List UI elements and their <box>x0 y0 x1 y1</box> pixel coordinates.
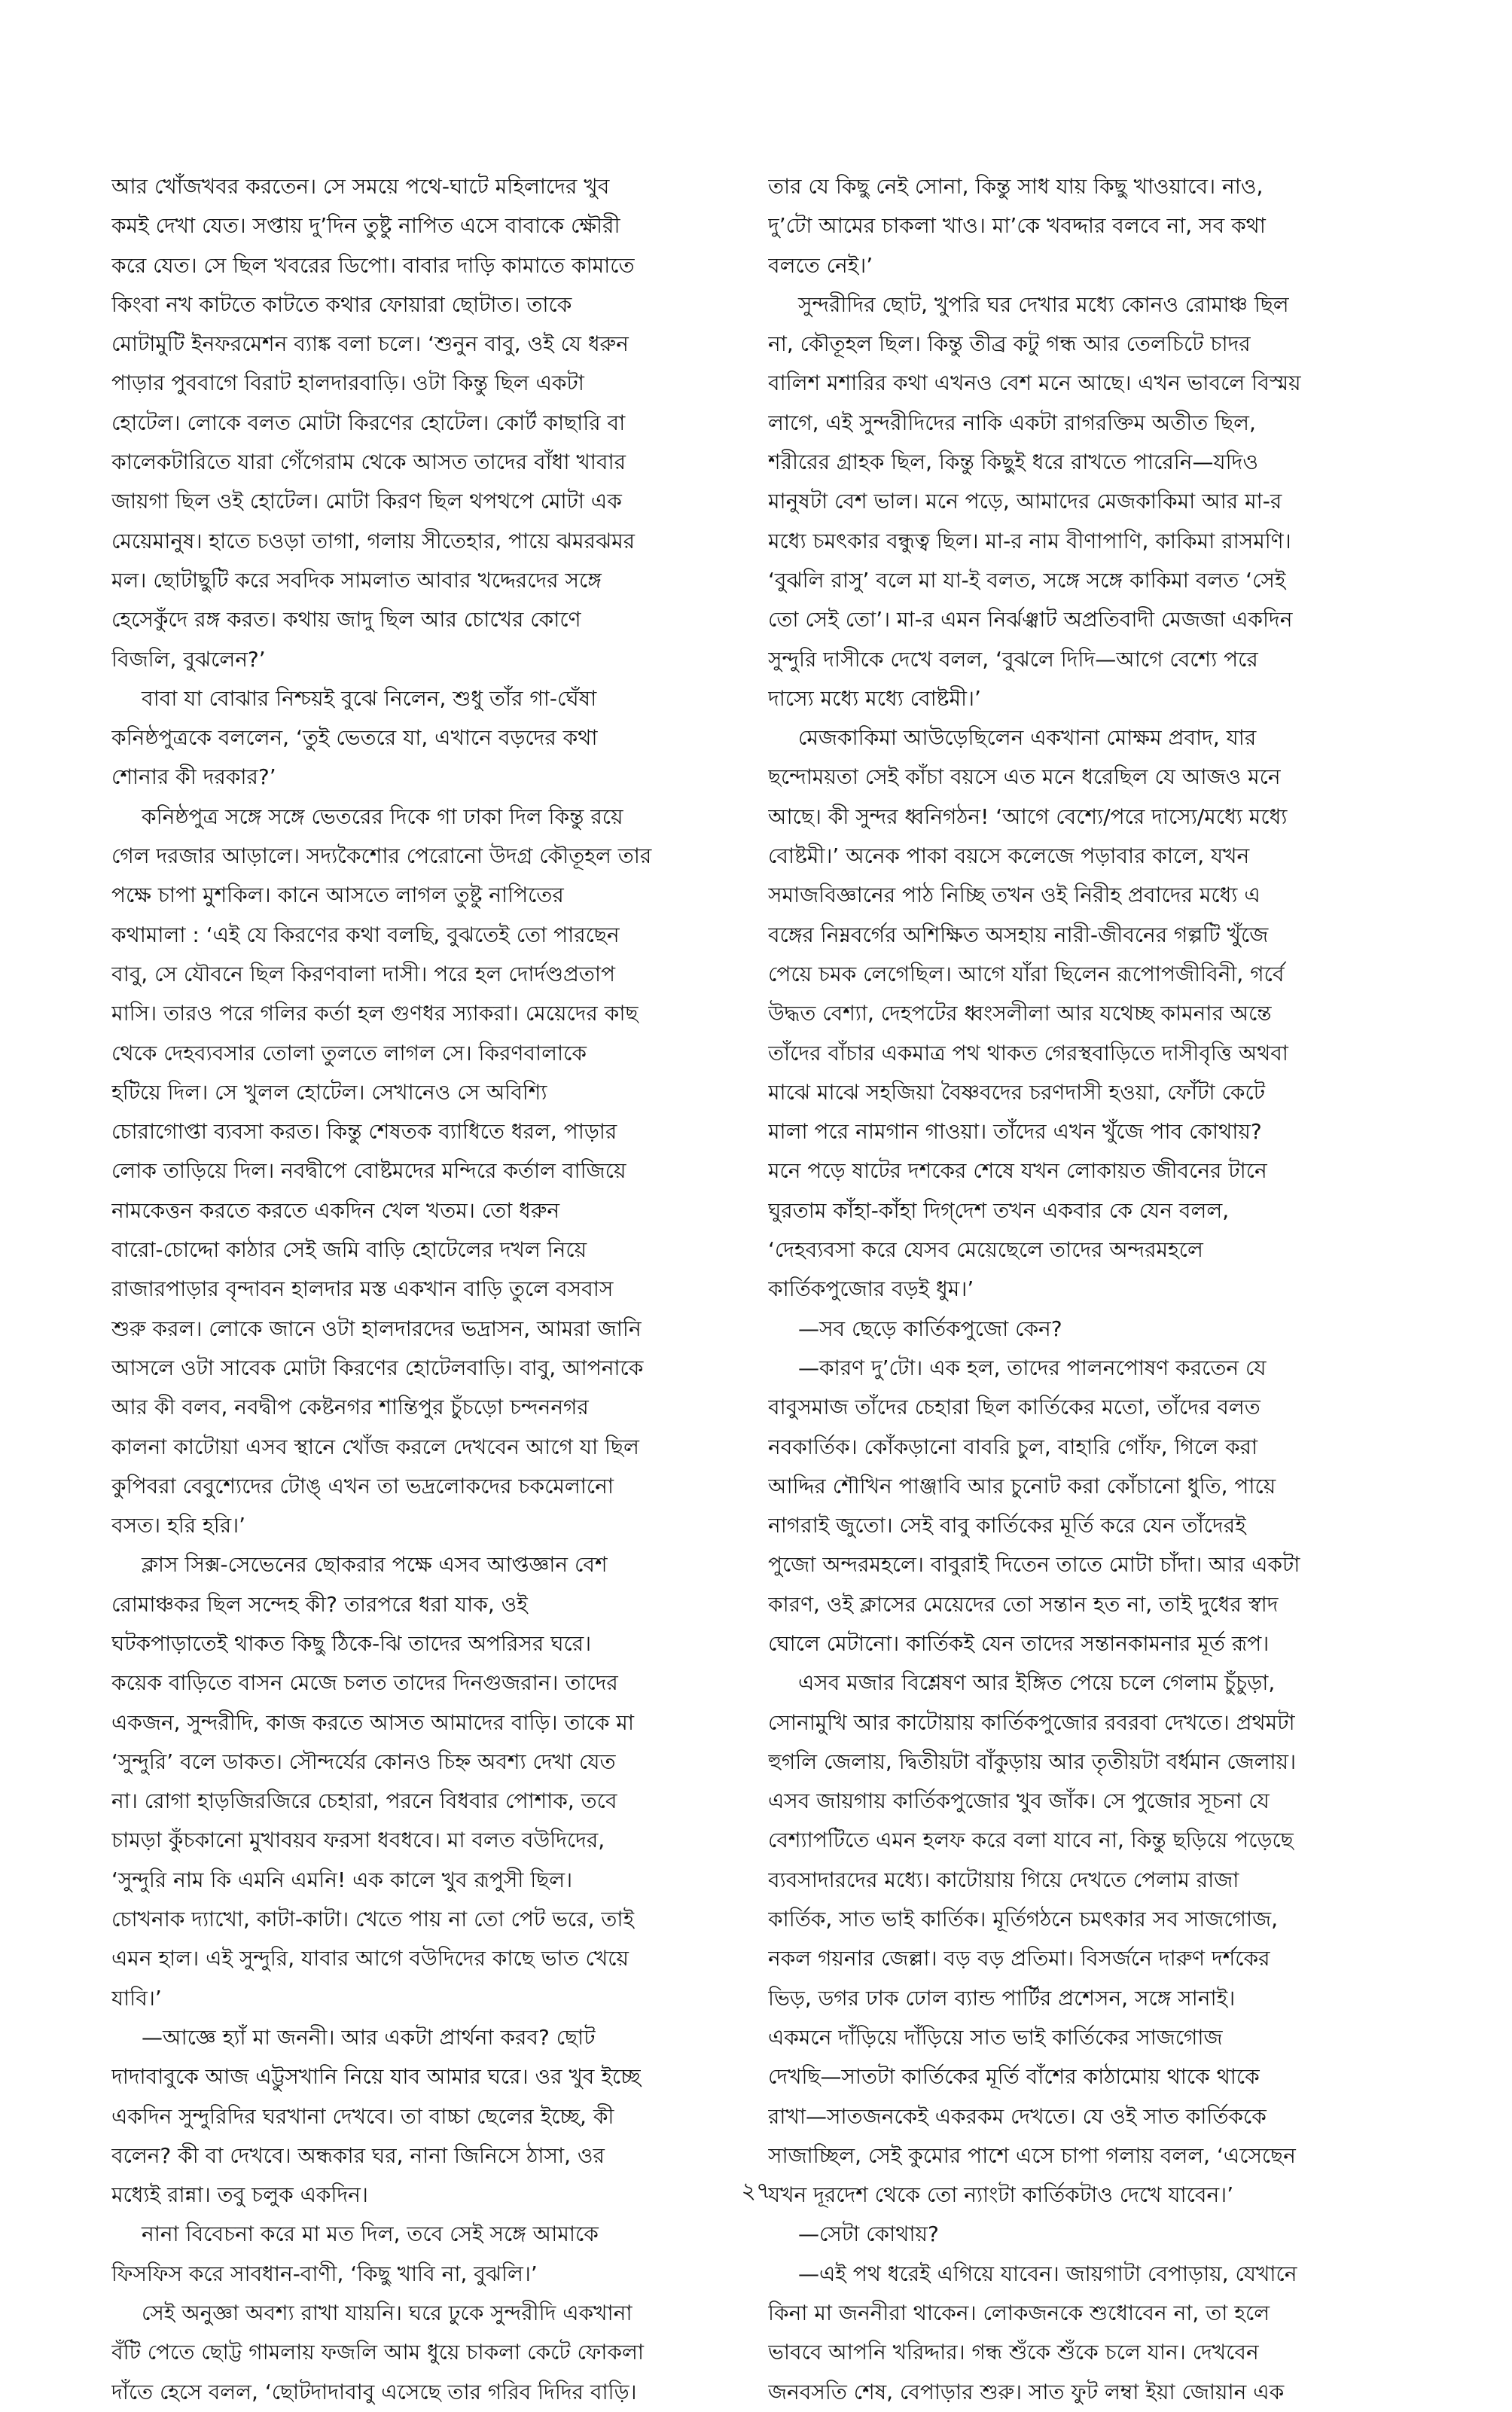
text-line: বঁটি পেতে ছোট্ট গামলায় ফজলি আম ধুয়ে চাকলা কেটে ফোকলা <box>111 2340 644 2365</box>
text-line: নানা বিবেচনা করে মা মত দিল, তবে সেই সঙ্গে আমাকে <box>142 2221 599 2247</box>
text-line: হটিয়ে দিল। সে খুলল হোটেল। সেখানেও সে অবিশ্যি <box>111 1079 547 1105</box>
text-line: বলেন? কী বা দেখবে। অন্ধকার ঘর, নানা জিনিসে ঠাসা, ওর <box>111 2142 605 2168</box>
text-line: কয়েক বাড়িতে বাসন মেজে চলত তাদের দিনগুজরান। তাদের <box>111 1670 618 1696</box>
text-line: লাগে, এই সুন্দরীদিদের নাকি একটা রাগরক্তিম অতীত ছিল, <box>768 410 1256 435</box>
text-line: দাঁতে হেসে বলল, ‘ছোটদাদাবাবু এসেছে তার গরিব দিদির বাড়ি। <box>111 2379 637 2404</box>
text-line: নবকার্তিক। কোঁকড়ানো বাবরি চুল, বাহারি গোঁফ, গিলে করা <box>768 1434 1258 1459</box>
text-line: ‘বুঝলি রাসু’ বলে মা যা-ই বলত, সঙ্গে সঙ্গে কাকিমা বলত ‘সেই <box>768 567 1286 593</box>
text-line: বাবা যা বোঝার নিশ্চয়ই বুঝে নিলেন, শুধু তাঁর গা-ঘেঁষা <box>142 685 597 711</box>
text-line: যাবি।’ <box>111 1985 162 2011</box>
text-line: জায়গা ছিল ওই হোটেল। মোটা কিরণ ছিল থপথপে মোটা এক <box>111 489 622 514</box>
text-line: কালেকটারিতে যারা গেঁগেরাম থেকে আসত তাদের বাঁধা খাবার <box>111 450 626 475</box>
text-line: নামকেত্তন করতে করতে একদিন খেল খতম। তো ধরুন <box>111 1197 560 1223</box>
text-line: দাদাবাবুকে আজ এট্টুসখানি নিয়ে যাব আমার ঘরে। ওর খুব ইচ্ছে <box>111 2064 641 2090</box>
text-line: মানুষটা বেশ ভাল। মনে পড়ে, আমাদের মেজকাকিমা আর মা-র <box>768 489 1282 514</box>
text-line: ঘোলে মেটানো। কার্তিকই যেন তাদের সন্তানকামনার মূর্ত রূপ। <box>768 1630 1270 1656</box>
text-line: মনে পড়ে ষাটের দশকের শেষে যখন লোকায়ত জীবনের টানে <box>768 1158 1267 1184</box>
text-line: কনিষ্ঠপুত্র সঙ্গে সঙ্গে ভেতরের দিকে গা ঢাকা দিল কিন্তু রয়ে <box>142 803 623 829</box>
text-line: গেল দরজার আড়ালে। সদ্যকৈশোর পেরোনো উদগ্র কৌতূহল তার <box>111 843 652 869</box>
text-line: ‘দেহব্যবসা করে যেসব মেয়েছেলে তাদের অন্দরমহলে <box>768 1237 1203 1263</box>
text-line: কুপিবরা বেবুশ্যেদের টোঙ্‌ এখন তা ভদ্রলোকদের চকমেলানো <box>111 1473 614 1499</box>
text-line: আছে। কী সুন্দর ধ্বনিগঠন! ‘আগে বেশ্যে/পরে দাস্যে/মধ্যে মধ্যে <box>768 803 1288 829</box>
text-line: হোটেল। লোকে বলত মোটা কিরণের হোটেল। কোর্ট কাছারি বা <box>111 410 626 435</box>
text-line: সমাজবিজ্ঞানের পাঠ নিচ্ছি তখন ওই নিরীহ প্রবাদের মধ্যে এ <box>768 883 1261 908</box>
text-line: পুজো অন্দরমহলে। বাবুরাই দিতেন তাতে মোটা চাঁদা। আর একটা <box>768 1552 1300 1578</box>
text-line: ঘুরতাম কাঁহা-কাঁহা দিগ্‌দেশ তখন একবার কে যেন বলল, <box>768 1197 1230 1223</box>
text-line: যখন দূরদেশ থেকে তো ন্যাংটা কার্তিকটাও দেখে যাবেন।’ <box>768 2182 1234 2208</box>
text-line: এসব জায়গায় কার্তিকপুজোর খুব জাঁক। সে পুজোর সূচনা যে <box>768 1788 1270 1814</box>
text-line: কনিষ্ঠপুত্রকে বললেন, ‘তুই ভেতরে যা, এখানে বড়দের কথা <box>111 725 598 751</box>
text-line: —এই পথ ধরেই এগিয়ে যাবেন। জায়গাটা বেপাড়ায়, যেখানে <box>798 2261 1297 2286</box>
text-line: কিংবা নখ কাটতে কাটতে কথার ফোয়ারা ছোটাত। তাকে <box>111 291 572 317</box>
text-line: —কারণ দু’টো। এক হল, তাদের পালনপোষণ করতেন যে <box>798 1355 1267 1380</box>
text-line: নাগরাই জুতো। সেই বাবু কার্তিকের মূর্তি করে যেন তাঁদেরই <box>768 1513 1246 1538</box>
text-line: আসলে ওটা সাবেক মোটা কিরণের হোটেলবাড়ি। বাবু, আপনাকে <box>111 1355 644 1380</box>
text-line: সোনামুখি আর কাটোয়ায় কার্তিকপুজোর রবরবা দেখতে। প্রথমটা <box>768 1709 1295 1735</box>
text-line: লোক তাড়িয়ে দিল। নবদ্বীপে বোষ্টমদের মন্দিরে কর্তাল বাজিয়ে <box>111 1158 626 1184</box>
text-line: কিনা মা জননীরা থাকেন। লোকজনকে শুধোবেন না, তা হলে <box>768 2301 1270 2326</box>
text-line: মেজকাকিমা আউড়েছিলেন একখানা মোক্ষম প্রবাদ, যার <box>798 725 1257 751</box>
text-line: সুন্দরীদির ছোট, খুপরি ঘর দেখার মধ্যে কোনও রোমাঞ্চ ছিল <box>798 291 1289 317</box>
text-line: দাস্যে মধ্যে মধ্যে বোষ্টমী।’ <box>768 685 981 711</box>
text-line: না। রোগা হাড়জিরজিরে চেহারা, পরনে বিধবার পোশাক, তবে <box>111 1788 617 1814</box>
text-line: কথামালা : ‘এই যে কিরণের কথা বলছি, বুঝতেই তো পারছেন <box>111 922 620 947</box>
text-line: বাবুসমাজ তাঁদের চেহারা ছিল কার্তিকের মতো, তাঁদের বলত <box>768 1395 1261 1420</box>
text-line: এমন হাল। এই সুন্দুরি, যাবার আগে বউদিদের কাছে ভাত খেয়ে <box>111 1946 629 1971</box>
text-line: একদিন সুন্দুরিদির ঘরখানা দেখবে। তা বাচ্চা ছেলের ইচ্ছে, কী <box>111 2103 614 2129</box>
text-line: কালনা কাটোয়া এসব স্থানে খোঁজ করলে দেখবেন আগে যা ছিল <box>111 1434 639 1459</box>
text-line: শরীরের গ্রাহক ছিল, কিন্তু কিছুই ধরে রাখতে পারেনি—যদিও <box>768 450 1258 475</box>
text-line: এসব মজার বিশ্লেষণ আর ইঙ্গিত পেয়ে চলে গেলাম চুঁচুড়া, <box>798 1670 1276 1696</box>
text-line: কার্তিকপুজোর বড়ই ধুম।’ <box>768 1276 974 1302</box>
text-line: জনবসতি শেষ, বেপাড়ার শুরু। সাত ফুট লম্বা ইয়া জোয়ান এক <box>768 2379 1285 2404</box>
page-number: ২৭ <box>741 2178 771 2204</box>
text-line: ‘সুন্দুরি’ বলে ডাকত। সৌন্দর্যের কোনও চিহ্ন অবশ্য দেখা যেত <box>111 1749 616 1774</box>
text-line: বাবু, সে যৌবনে ছিল কিরণবালা দাসী। পরে হল দোর্দণ্ডপ্রতাপ <box>111 961 616 986</box>
text-line: সুন্দুরি দাসীকে দেখে বলল, ‘বুঝলে দিদি—আগে বেশ্যে পরে <box>768 646 1258 672</box>
text-line: শুরু করল। লোকে জানে ওটা হালদারদের ভদ্রাসন, আমরা জানি <box>111 1316 642 1341</box>
text-line: মধ্যেই রান্না। তবু চলুক একদিন। <box>111 2182 368 2208</box>
text-line: রোমাঞ্চকর ছিল সন্দেহ কী? তারপরে ধরা যাক, ওই <box>111 1591 528 1617</box>
text-line: পক্ষে চাপা মুশকিল। কানে আসতে লাগল তুষ্টু নাপিতের <box>111 883 564 908</box>
text-line: মাঝে মাঝে সহজিয়া বৈষ্ণবদের চরণদাসী হওয়া, ফোঁটা কেটে <box>768 1079 1265 1105</box>
left-column <box>111 167 751 2412</box>
text-line: বোষ্টমী।’ অনেক পাকা বয়সে কলেজে পড়াবার কালে, যখন <box>768 843 1250 869</box>
text-line: বালিশ মশারির কথা এখনও বেশ মনে আছে। এখন ভাবলে বিস্ময় <box>768 370 1301 396</box>
text-line: কার্তিক, সাত ভাই কার্তিক। মূর্তিগঠনে চমৎকার সব সাজগোজ, <box>768 1907 1279 1932</box>
text-line: ছন্দোময়তা সেই কাঁচা বয়সে এত মনে ধরেছিল যে আজও মনে <box>768 764 1281 790</box>
text-line: ব্যবসাদারদের মধ্যে। কাটোয়ায় গিয়ে দেখতে পেলাম রাজা <box>768 1867 1239 1892</box>
text-line: আদ্দির শৌখিন পাঞ্জাবি আর চুনোট করা কোঁচানো ধুতি, পায়ে <box>768 1473 1276 1499</box>
text-line: নকল গয়নার জেল্লা। বড় বড় প্রতিমা। বিসর্জনে দারুণ দর্শকের <box>768 1946 1270 1971</box>
right-column <box>768 167 1408 2412</box>
text-line: একজন, সুন্দরীদি, কাজ করতে আসত আমাদের বাড়ি। তাকে মা <box>111 1709 634 1735</box>
text-line: চোরাগোপ্তা ব্যবসা করত। কিন্তু শেষতক ব্যাধিতে ধরল, পাড়ার <box>111 1119 617 1145</box>
text-line: করে যেত। সে ছিল খবরের ডিপো। বাবার দাড়ি কামাতে কামাতে <box>111 252 635 278</box>
text-line: বঙ্গের নিম্নবর্গের অশিক্ষিত অসহায় নারী-জীবনের গল্পটি খুঁজে <box>768 922 1269 947</box>
text-line: ‘সুন্দুরি নাম কি এমনি এমনি! এক কালে খুব রূপুসী ছিল। <box>111 1867 573 1892</box>
text-line: বলতে নেই।’ <box>768 252 873 278</box>
text-line: বারো-চোদ্দো কাঠার সেই জমি বাড়ি হোটেলের দখল নিয়ে <box>111 1237 587 1263</box>
text-line: —আজ্ঞে হ্যাঁ মা জননী। আর একটা প্রার্থনা করব? ছোট <box>142 2024 596 2050</box>
text-line: বিজলি, বুঝলেন?’ <box>111 646 266 672</box>
text-line: চোখনাক দ্যাখো, কাটা-কাটা। খেতে পায় না তো পেট ভরে, তাই <box>111 1907 635 1932</box>
text-line: ক্লাস সিক্স-সেভেনের ছোকরার পক্ষে এসব আপ্তজ্ঞান বেশ <box>142 1552 608 1578</box>
text-line: আর খোঁজখবর করতেন। সে সময়ে পথে-ঘাটে মহিলাদের খুব <box>111 174 610 199</box>
text-line: কমই দেখা যেত। সপ্তায় দু’দিন তুষ্টু নাপিত এসে বাবাকে ক্ষৌরী <box>111 213 620 239</box>
text-line: ভিড়, ডগর ঢাক ঢোল ব্যান্ড পার্টির প্রশেসন, সঙ্গে সানাই। <box>768 1985 1236 2011</box>
text-line: কারণ, ওই ক্লাসের মেয়েদের তো সন্তান হত না, তাই দুধের স্বাদ <box>768 1591 1279 1617</box>
text-line: একমনে দাঁড়িয়ে দাঁড়িয়ে সাত ভাই কার্তিকের সাজগোজ <box>768 2024 1223 2050</box>
text-line: ঘটকপাড়াতেই থাকত কিছু ঠিকে-ঝি তাদের অপরিসর ঘরে। <box>111 1630 592 1656</box>
text-line: ভাববে আপনি খরিদ্দার। গন্ধ শুঁকে শুঁকে চলে যান। দেখবেন <box>768 2340 1259 2365</box>
text-line: ফিসফিস করে সাবধান-বাণী, ‘কিছু খাবি না, বুঝলি।’ <box>111 2261 538 2286</box>
text-line: মাসি। তারও পরে গলির কর্তা হল গুণধর স্যাকরা। মেয়েদের কাছ <box>111 1001 639 1026</box>
text-line: পাড়ার পুববাগে বিরাট হালদারবাড়ি। ওটা কিন্তু ছিল একটা <box>111 370 584 396</box>
text-line: বেশ্যাপটিতে এমন হলফ করে বলা যাবে না, কিন্তু ছড়িয়ে পড়েছে <box>768 1828 1294 1853</box>
text-line: রাখা—সাতজনকেই একরকম দেখতে। যে ওই সাত কার্তিককে <box>768 2103 1267 2129</box>
text-line: হেসেকুঁদে রঙ্গ করত। কথায় জাদু ছিল আর চোখের কোণে <box>111 607 581 633</box>
text-line: দু’টো আমের চাকলা খাও। মা’কে খবদ্দার বলবে না, সব কথা <box>768 213 1266 239</box>
text-line: তার যে কিছু নেই সোনা, কিন্তু সাধ যায় কিছু খাওয়াবে। নাও, <box>768 174 1264 199</box>
text-line: শোনার কী দরকার?’ <box>111 764 276 790</box>
text-line: সাজাচ্ছিল, সেই কুমোর পাশে এসে চাপা গলায় বলল, ‘এসেছেন <box>768 2142 1296 2168</box>
text-line: পেয়ে চমক লেগেছিল। আগে যাঁরা ছিলেন রূপোপজীবিনী, গর্বে <box>768 961 1285 986</box>
text-line: —সেটা কোথায়? <box>798 2221 939 2247</box>
text-line: —সব ছেড়ে কার্তিকপুজো কেন? <box>798 1316 1062 1341</box>
text-line: হুগলি জেলায়, দ্বিতীয়টা বাঁকুড়ায় আর তৃতীয়টা বর্ধমান জেলায়। <box>768 1749 1297 1774</box>
text-line: মেয়েমানুষ। হাতে চওড়া তাগা, গলায় সীতেহার, পায়ে ঝমরঝমর <box>111 528 636 553</box>
text-line: আর কী বলব, নবদ্বীপ কেষ্টনগর শান্তিপুর চুঁচড়ো চন্দননগর <box>111 1395 589 1420</box>
text-line: চামড়া কুঁচকানো মুখাবয়ব ফরসা ধবধবে। মা বলত বউদিদের, <box>111 1828 605 1853</box>
text-line: তো সেই তো’। মা-র এমন নির্ঝঞ্ঝাট অপ্রতিবাদী মেজজা একদিন <box>768 607 1293 633</box>
text-line: না, কৌতূহল ছিল। কিন্তু তীব্র কটু গন্ধ আর তেলচিটে চাদর <box>768 331 1251 357</box>
text-line: মোটামুটি ইনফরমেশন ব্যাঙ্ক বলা চলে। ‘শুনুন বাবু, ওই যে ধরুন <box>111 331 629 357</box>
text-line: মধ্যে চমৎকার বন্ধুত্ব ছিল। মা-র নাম বীণাপাণি, কাকিমা রাসমণি। <box>768 528 1291 553</box>
text-line: রাজারপাড়ার বৃন্দাবন হালদার মস্ত একখান বাড়ি তুলে বসবাস <box>111 1276 614 1302</box>
text-line: মল। ছোটাছুটি করে সবদিক সামলাত আবার খদ্দেরদের সঙ্গে <box>111 567 602 593</box>
text-line: দেখছি—সাতটা কার্তিকের মূর্তি বাঁশের কাঠামোয় থাকে থাকে <box>768 2064 1260 2090</box>
text-line: তাঁদের বাঁচার একমাত্র পথ থাকত গেরস্থবাড়িতে দাসীবৃত্তি অথবা <box>768 1040 1288 1066</box>
text-line: উদ্ধত বেশ্যা, দেহপটের ধ্বংসলীলা আর যথেচ্ছ কামনার অন্তে <box>768 1001 1272 1026</box>
text-line: সেই অনুজ্ঞা অবশ্য রাখা যায়নি। ঘরে ঢুকে সুন্দরীদি একখানা <box>142 2301 633 2326</box>
text-line: মালা পরে নামগান গাওয়া। তাঁদের এখন খুঁজে পাব কোথায়? <box>768 1119 1262 1145</box>
text-line: থেকে দেহব্যবসার তোলা তুলতে লাগল সে। কিরণবালাকে <box>111 1040 587 1066</box>
text-line: বসত। হরি হরি।’ <box>111 1513 246 1538</box>
